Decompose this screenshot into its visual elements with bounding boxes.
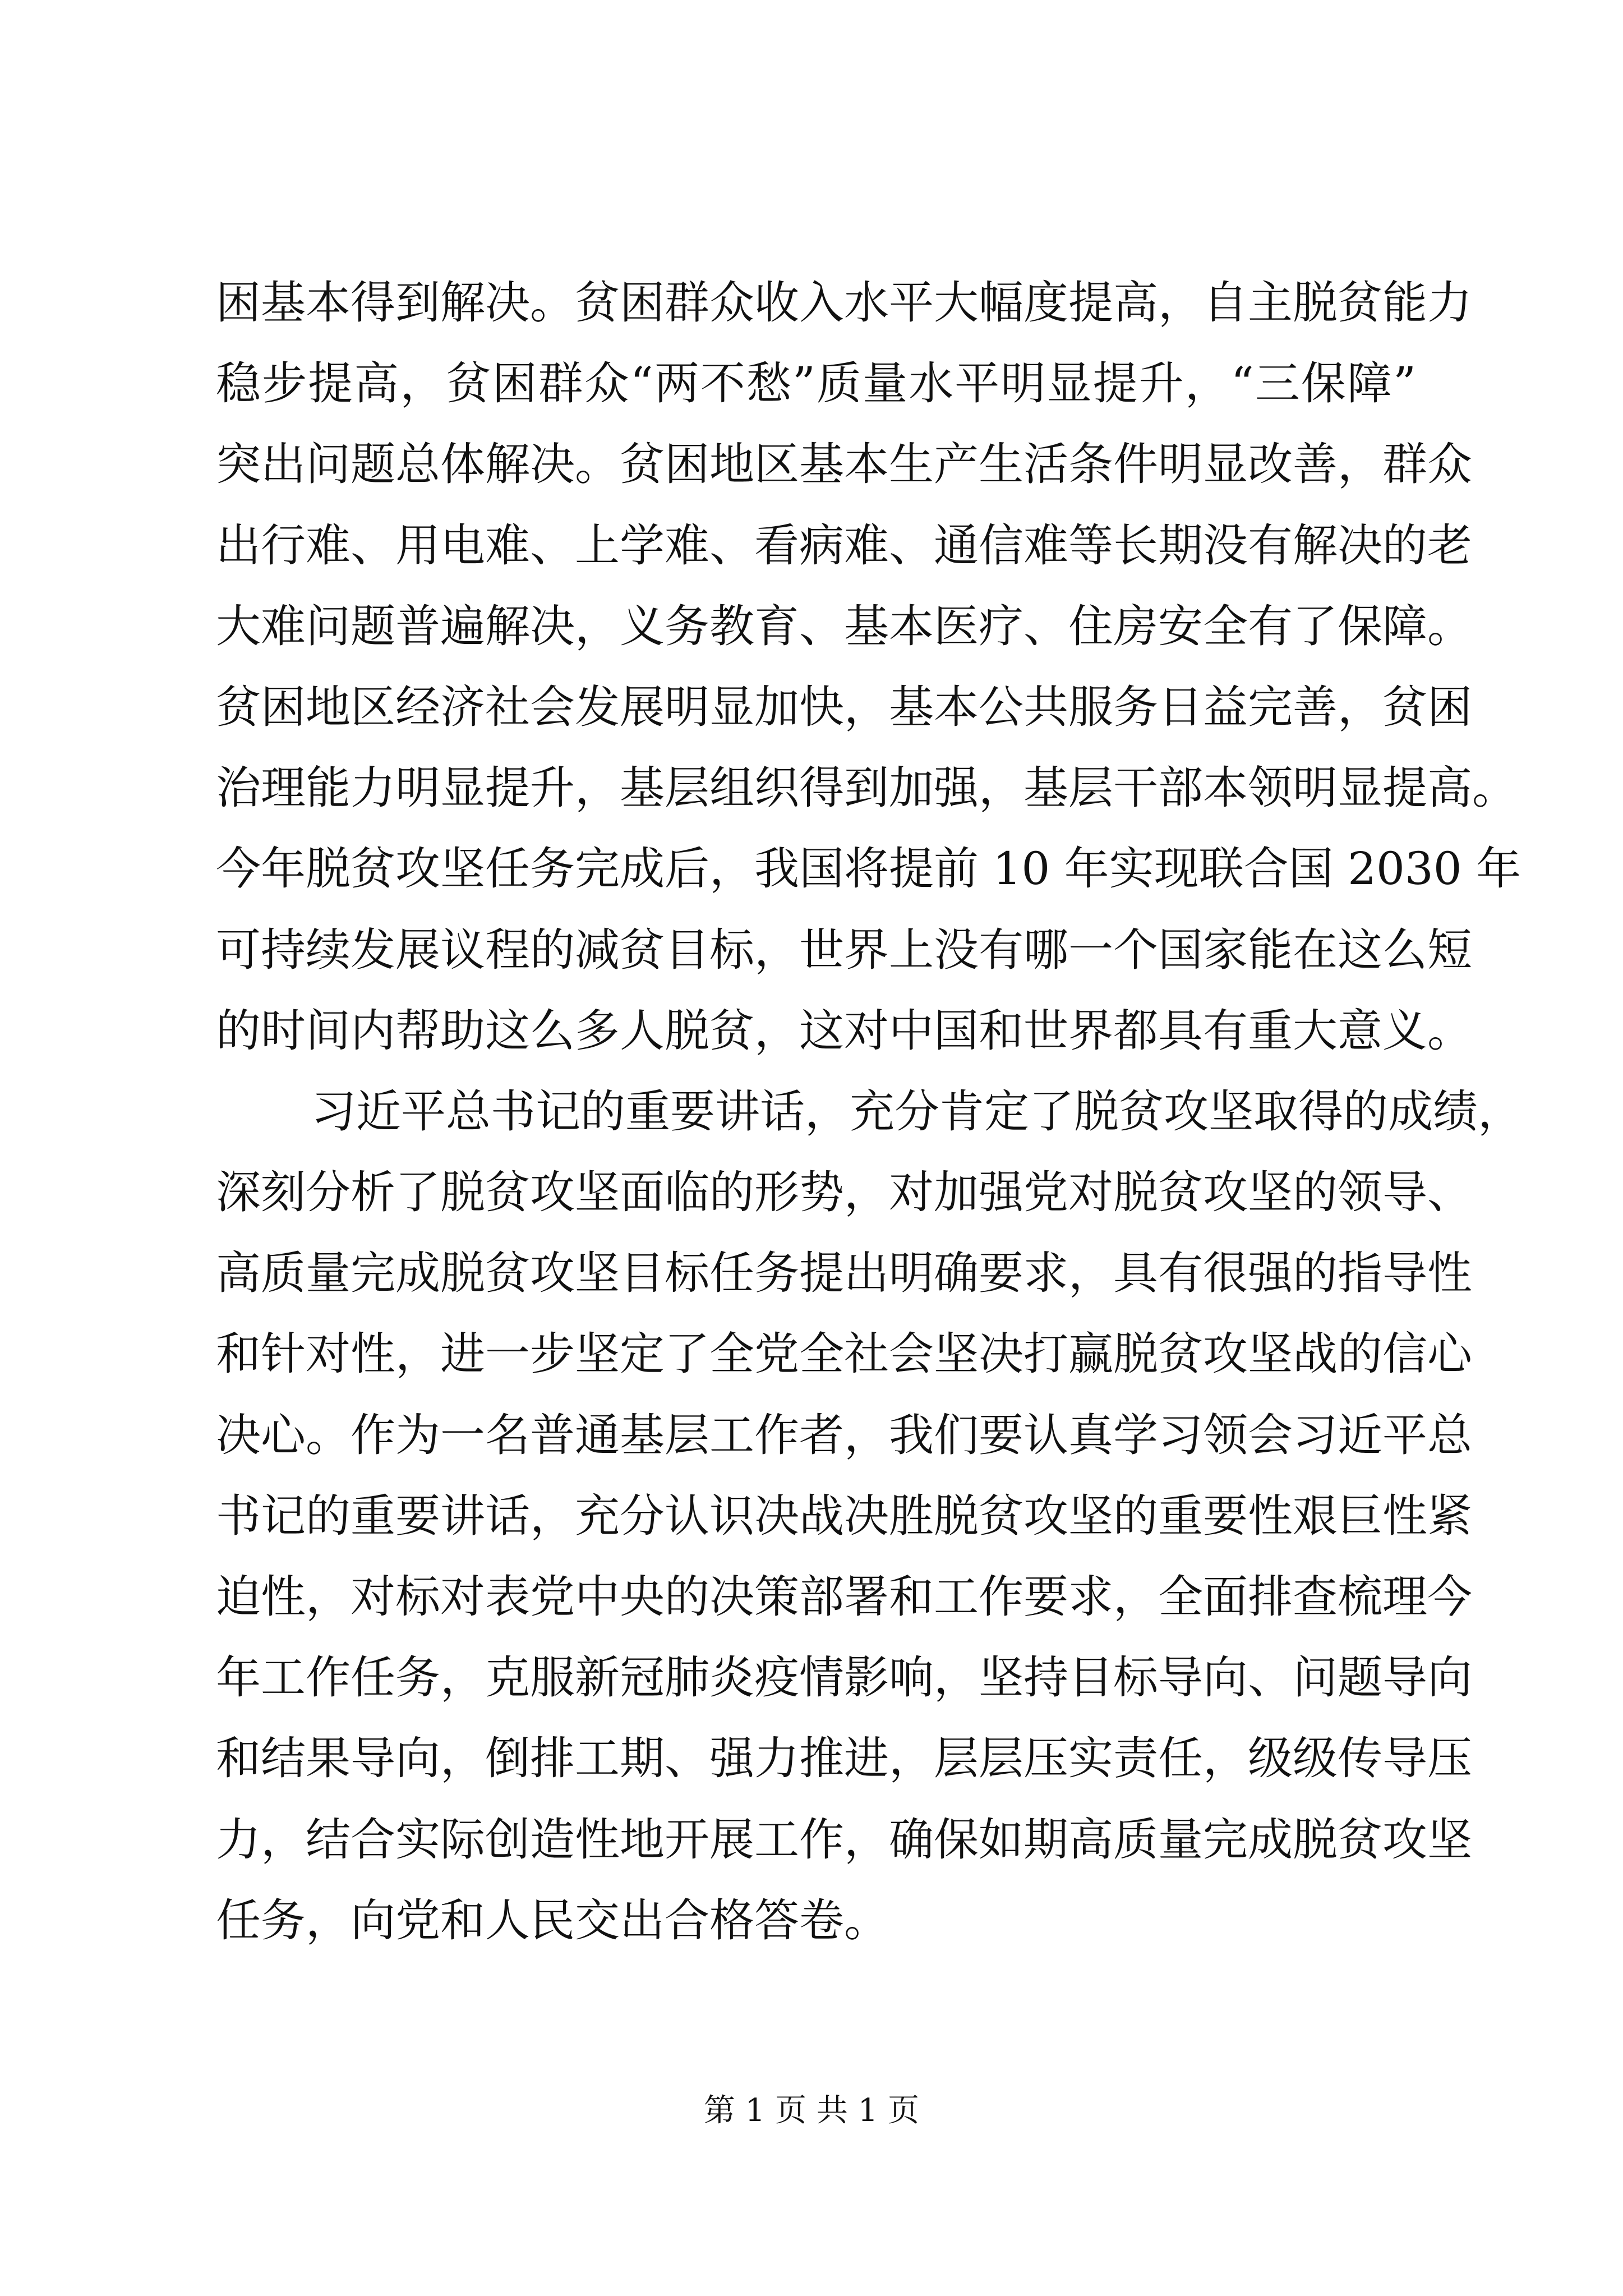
text-line: 困基本得到解决。贫困群众收入水平大幅度提高，自主脱贫能力 bbox=[216, 277, 1472, 329]
text-line: 出行难、用电难、上学难、看病难、通信难等长期没有解决的老 bbox=[216, 519, 1472, 572]
text-line: 和结果导向，倒排工期、强力推进，层层压实责任，级级传导压 bbox=[216, 1732, 1472, 1785]
text-line: 治理能力明显提升，基层组织得到加强，基层干部本领明显提高。 bbox=[216, 762, 1517, 815]
text-line: 力，结合实际创造性地开展工作，确保如期高质量完成脱贫攻坚 bbox=[216, 1813, 1472, 1866]
text-line: 和针对性，进一步坚定了全党全社会坚决打赢脱贫攻坚战的信心 bbox=[216, 1328, 1472, 1381]
paragraph bbox=[216, 1071, 1523, 1961]
text-line: 大难问题普遍解决，义务教育、基本医疗、住房安全有了保障。 bbox=[216, 600, 1472, 652]
text-line: 高质量完成脱贫攻坚目标任务提出明确要求，具有很强的指导性 bbox=[216, 1247, 1472, 1300]
page-footer: 第 1 页 共 1 页 bbox=[703, 2092, 920, 2129]
text-line: 书记的重要讲话，充分认识决战决胜脱贫攻坚的重要性艰巨性紧 bbox=[216, 1489, 1472, 1542]
text-line: 习近平总书记的重要讲话，充分肯定了脱贫攻坚取得的成绩， bbox=[311, 1085, 1523, 1138]
text-line: 深刻分析了脱贫攻坚面临的形势，对加强党对脱贫攻坚的领导、 bbox=[216, 1166, 1472, 1219]
text-line: 稳步提高，贫困群众“两不愁”质量水平明显提升，“三保障” bbox=[216, 357, 1416, 410]
text-line: 决心。作为一名普通基层工作者，我们要认真学习领会习近平总 bbox=[216, 1409, 1472, 1461]
document-body bbox=[216, 263, 1523, 1961]
text-line: 迫性，对标对表党中央的决策部署和工作要求，全面排查梳理今 bbox=[216, 1571, 1472, 1623]
text-line: 的时间内帮助这么多人脱贫，这对中国和世界都具有重大意义。 bbox=[216, 1004, 1472, 1057]
text-line: 今年脱贫攻坚任务完成后，我国将提前 10 年实现联合国 2030 年 bbox=[216, 843, 1521, 895]
text-line: 贫困地区经济社会发展明显加快，基本公共服务日益完善，贫困 bbox=[216, 680, 1472, 733]
paragraph bbox=[216, 263, 1521, 1071]
text-line: 任务，向党和人民交出合格答卷。 bbox=[216, 1894, 889, 1947]
text-line: 突出问题总体解决。贫困地区基本生产生活条件明显改善，群众 bbox=[216, 438, 1472, 491]
text-line: 年工作任务，克服新冠肺炎疫情影响，坚持目标导向、问题导向 bbox=[216, 1651, 1472, 1704]
text-line: 可持续发展议程的减贫目标，世界上没有哪一个国家能在这么短 bbox=[216, 923, 1472, 976]
